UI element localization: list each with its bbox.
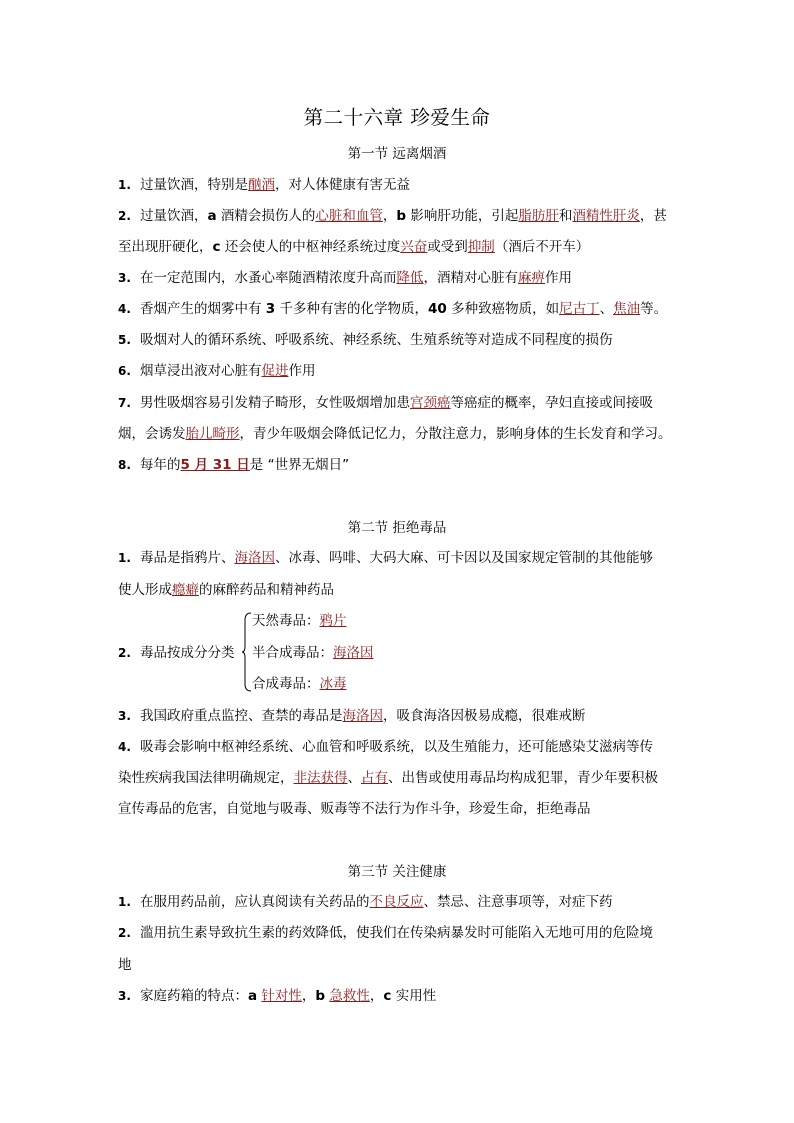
key-term: 脂肪肝 xyxy=(518,208,559,224)
list-item: 6. 烟草浸出液对心脏有促进作用 xyxy=(118,363,316,379)
key-term: 海洛因 xyxy=(234,550,275,566)
section-heading-2: 第二节 拒绝毒品 xyxy=(347,520,447,536)
key-term: 降低 xyxy=(396,270,424,286)
key-term: 麻痹 xyxy=(518,270,545,286)
list-item: 5. 吸烟对人的循环系统、呼吸系统、神经系统、生殖系统等对造成不同程度的损伤 xyxy=(118,332,613,348)
section-heading-1: 第一节 远离烟酒 xyxy=(347,146,447,162)
key-term: 海洛因 xyxy=(333,645,374,661)
list-item: 1. 毒品是指鸦片、海洛因、冰毒、吗啡、大码大麻、可卡因以及国家规定管制的其他能够 xyxy=(118,550,653,566)
list-item: 2. 过量饮酒，a 酒精会损伤人的心脏和血管，b 影响肝功能，引起脂肪肝和酒精性肝炎，甚 xyxy=(118,208,667,224)
list-item-continuation: 染性疾病我国法律明确规定，非法获得、占有、出售或使用毒品均构成犯罪，青少年要积极 xyxy=(118,770,658,786)
list-item: 3. 我国政府重点监控、查禁的毒品是海洛因，吸食海洛因极易成瘾，很难戒断 xyxy=(118,708,586,724)
list-item: 4. 香烟产生的烟雾中有 3 千多种有害的化学物质，40 多种致癌物质，如尼古丁、焦油等。 xyxy=(118,301,668,317)
key-term: 促进 xyxy=(261,363,289,379)
key-term: 酗酒 xyxy=(248,177,275,193)
key-term: 抑制 xyxy=(467,239,495,255)
list-item-continuation: 宣传毒品的危害，自觉地与吸毒、贩毒等不法行为作斗争，珍爱生命，拒绝毒品 xyxy=(118,801,591,817)
list-item-continuation: 地 xyxy=(118,957,132,973)
key-term: 心脏和血管 xyxy=(315,208,383,224)
brace-icon xyxy=(242,612,252,692)
key-term: 占有 xyxy=(361,770,388,786)
classification-row: 合成毒品：冰毒 xyxy=(252,676,347,692)
key-term: 兴奋 xyxy=(400,239,428,255)
section-heading-3: 第三节 关注健康 xyxy=(347,864,447,880)
classification-label: 2. 毒品按成分分类 xyxy=(118,645,235,661)
list-item-continuation: 烟，会诱发胎儿畸形，青少年吸烟会降低记忆力，分散注意力，影响身体的生长发育和学习。 xyxy=(118,426,672,442)
list-item: 2. 滥用抗生素导致抗生素的药效降低，使我们在传染病暴发时可能陷入无地可用的危险境 xyxy=(118,925,653,941)
list-item-continuation: 至出现肝硬化，c 还会使人的中枢神经系统过度兴奋或受到抑制（酒后不开车） xyxy=(118,239,590,255)
key-term: 酒精性肝炎 xyxy=(572,208,640,224)
key-term: 5 月 31 日 xyxy=(180,457,250,473)
key-term: 尼古丁 xyxy=(559,301,600,317)
list-item: 1. 在服用药品前，应认真阅读有关药品的不良反应、禁忌、注意事项等，对症下药 xyxy=(118,894,613,910)
list-item: 7. 男性吸烟容易引发精子畸形，女性吸烟增加患宫颈癌等癌症的概率，孕妇直接或间接吸 xyxy=(118,395,653,411)
key-term: 针对性 xyxy=(261,988,302,1004)
classification-group xyxy=(118,606,478,702)
list-item: 1. 过量饮酒，特别是酗酒，对人体健康有害无益 xyxy=(118,177,410,193)
key-term: 冰毒 xyxy=(319,676,347,692)
classification-row: 半合成毒品：海洛因 xyxy=(252,645,374,661)
classification-row: 天然毒品：鸦片 xyxy=(252,613,347,629)
key-term: 非法获得 xyxy=(293,770,348,786)
key-term: 宫颈癌 xyxy=(410,395,451,411)
key-term: 急救性 xyxy=(329,988,370,1004)
list-item: 4. 吸毒会影响中枢神经系统、心血管和呼吸系统，以及生殖能力，还可能感染艾滋病等传 xyxy=(118,739,653,755)
list-item: 8. 每年的5 月 31 日是 “世界无烟日” xyxy=(118,457,350,473)
key-term: 海洛因 xyxy=(342,708,383,724)
list-item-continuation: 使人形成瘾癖的麻醉药品和精神药品 xyxy=(118,582,334,598)
key-term: 不良反应 xyxy=(369,894,424,910)
list-item: 3. 在一定范围内，水蚤心率随酒精浓度升高而降低，酒精对心脏有麻痹作用 xyxy=(118,270,572,286)
key-term: 胎儿畸形 xyxy=(185,426,240,442)
list-item: 3. 家庭药箱的特点：a 针对性，b 急救性，c 实用性 xyxy=(118,988,437,1004)
key-term: 鸦片 xyxy=(319,613,347,629)
key-term: 焦油 xyxy=(613,301,641,317)
key-term: 瘾癖 xyxy=(172,582,199,598)
chapter-title: 第二十六章 珍爱生命 xyxy=(303,106,491,129)
